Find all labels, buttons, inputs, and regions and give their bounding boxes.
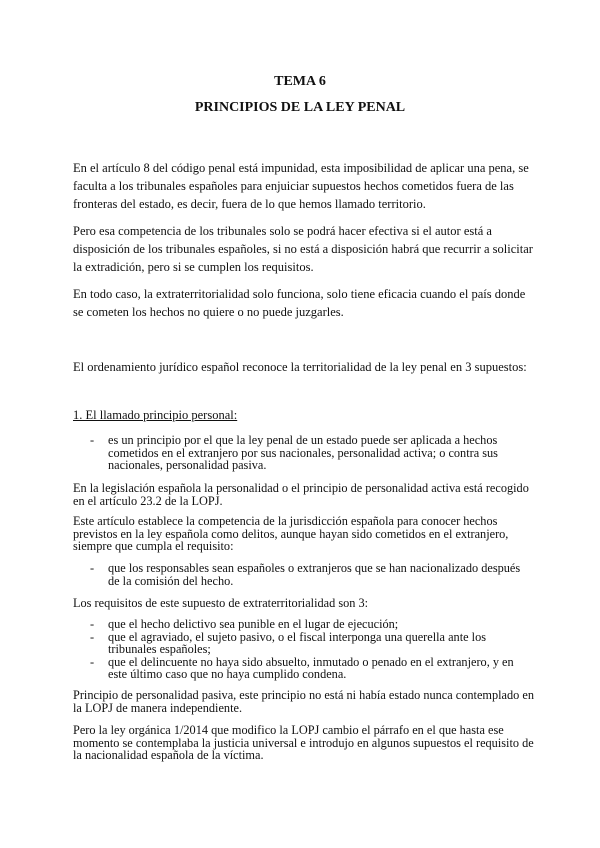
document-subtitle: PRINCIPIOS DE LA LEY PENAL xyxy=(194,100,406,115)
paragraph-6: Este artículo establece la competencia de la jurisdicción española para conocer hechos previstos en la ley española como delitos, aunque hayan sido cometidos en el extranjero, siempre que cumpla el requisito: xyxy=(73,514,509,553)
paragraph-2: Pero esa competencia de los tribunales solo se podrá hacer efectiva si el autor está a disposición de los tribunales españoles, si no está a disposición habrá que recurrir a solicitar la extradición, pero si se cumplen los requisitos. xyxy=(73,224,533,274)
paragraph-1: En el artículo 8 del código penal está impunidad, esta imposibilidad de aplicar una pena, se faculta a los tribunales españoles para enjuiciar supuestos hechos cometidos fuera de las fronteras del estado, es decir, fuera de lo que hemos llamado territorio. xyxy=(73,161,529,211)
list-item: - que el hecho delictivo sea punible en el lugar de ejecución; xyxy=(90,618,530,631)
list-item: - que los responsables sean españoles o extranjeros que se han nacionalizado después de la comisión del hecho. xyxy=(90,562,530,587)
section-heading-principio-personal: 1. El llamado principio personal: xyxy=(73,408,238,422)
list-item: - que el agraviado, el sujeto pasivo, o el fiscal interponga una querella ante los tribunales españoles; xyxy=(90,631,530,656)
paragraph-9: Pero la ley orgánica 1/2014 que modifico la LOPJ cambio el párrafo en el que hasta ese momento se contemplaba la justicia universal e introdujo en algunos supuestos el requisito de la nacionalidad española de la víctima. xyxy=(73,723,534,762)
list-requisito xyxy=(90,562,530,587)
paragraph-7: Los requisitos de este supuesto de extraterritorialidad son 3: xyxy=(73,596,369,610)
list-requisitos xyxy=(90,618,530,681)
document-title: TEMA 6 xyxy=(274,74,326,89)
list-item: - es un principio por el que la ley penal de un estado puede ser aplicada a hechos cometidos en el extranjero por sus nacionales, personalidad activa; o contra sus nacionales, personalidad pasiva. xyxy=(90,434,530,472)
paragraph-5: En la legislación española la personalidad o el principio de personalidad activa está recogido en el artículo 23.2 de la LOPJ. xyxy=(73,481,529,508)
list-principio-personal xyxy=(90,434,530,472)
list-item: - que el delincuente no haya sido absuelto, inmutado o penado en el extranjero, y en este último caso que no haya cumplido condena. xyxy=(90,656,530,681)
paragraph-3: En todo caso, la extraterritorialidad solo funciona, solo tiene eficacia cuando el país donde se cometen los hechos no quiere o no puede juzgarles. xyxy=(73,287,526,319)
paragraph-8: Principio de personalidad pasiva, este principio no está ni había estado nunca contemplado en la LOPJ de manera independiente. xyxy=(73,688,534,715)
paragraph-4: El ordenamiento jurídico español reconoce la territorialidad de la ley penal en 3 supuestos: xyxy=(73,360,527,374)
